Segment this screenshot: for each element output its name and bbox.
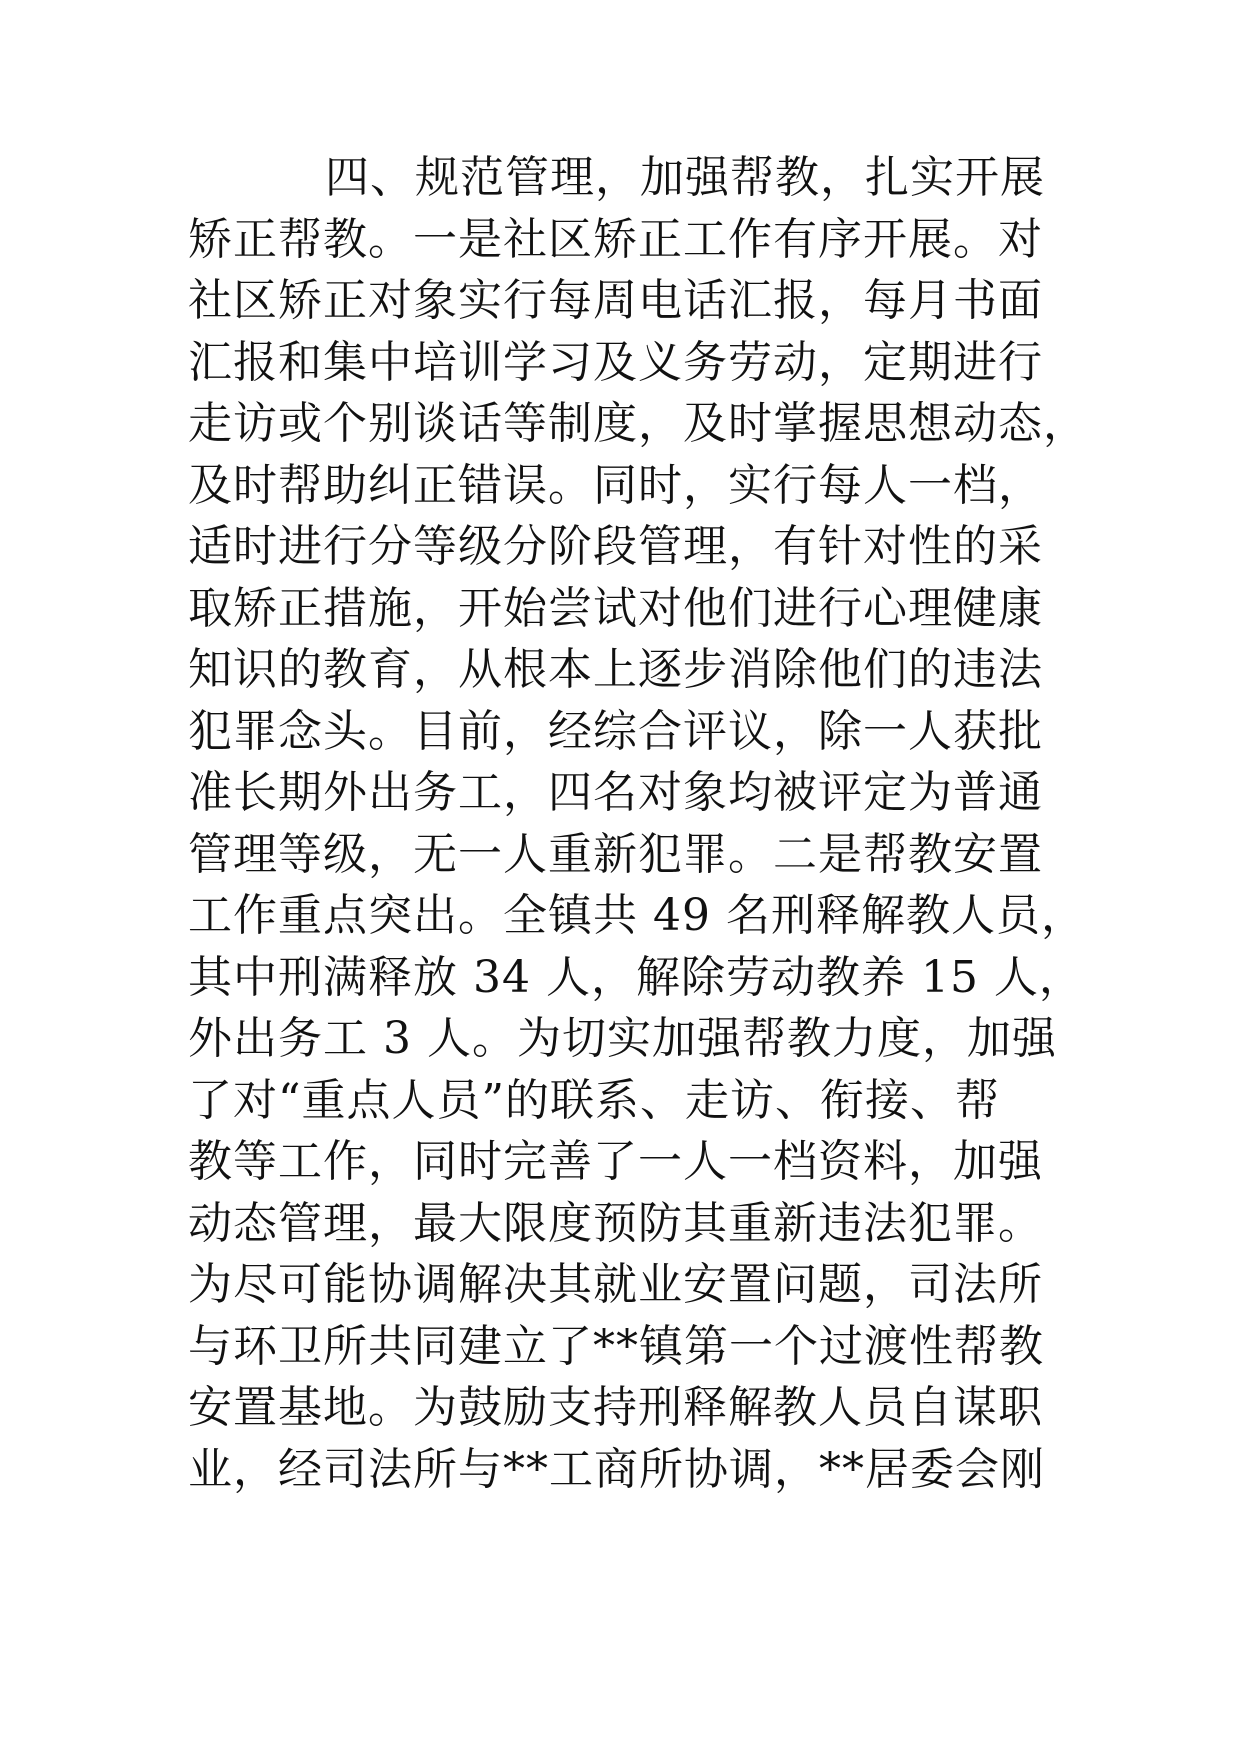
text-line: 汇报和集中培训学习及义务劳动，定期进行	[188, 336, 1043, 388]
text-line: 管理等级，无一人重新犯罪。二是帮教安置	[188, 828, 1043, 880]
text-line: 工作重点突出。全镇共 49 名刑释解教人员，	[188, 890, 1086, 941]
body-paragraph	[188, 147, 1088, 1500]
text-line: 教等工作，同时完善了一人一档资料，加强	[188, 1136, 1043, 1187]
text-line: 及时帮助纠正错误。同时，实行每人一档，	[188, 459, 1043, 511]
text-line: 了对“重点人员”的联系、走访、衔接、帮	[188, 1074, 1000, 1126]
text-line: 知识的教育，从根本上逐步消除他们的违法	[188, 644, 1043, 695]
text-line: 适时进行分等级分阶段管理，有针对性的采	[188, 521, 1043, 572]
text-line: 外出务工 3 人。为切实加强帮教力度，加强	[188, 1013, 1057, 1064]
text-line: 动态管理，最大限度预防其重新违法犯罪。	[188, 1197, 1043, 1249]
text-line: 矫正帮教。一是社区矫正工作有序开展。对	[188, 213, 1043, 265]
text-line: 犯罪念头。目前，经综合评议，除一人获批	[188, 705, 1043, 757]
text-line: 与环卫所共同建立了**镇第一个过渡性帮教	[188, 1320, 1044, 1372]
text-line: 社区矫正对象实行每周电话汇报，每月书面	[188, 275, 1043, 326]
text-line: 四、规范管理，加强帮教，扎实开展	[325, 152, 1045, 203]
text-line: 业，经司法所与**工商所协调，**居委会刚	[188, 1443, 1045, 1495]
text-line: 取矫正措施，开始尝试对他们进行心理健康	[188, 582, 1043, 634]
text-line: 安置基地。为鼓励支持刑释解教人员自谋职	[188, 1382, 1043, 1433]
text-line: 其中刑满释放 34 人，解除劳动教养 15 人，	[188, 951, 1084, 1003]
text-line: 准长期外出务工，四名对象均被评定为普通	[188, 767, 1043, 818]
text-line: 走访或个别谈话等制度，及时掌握思想动态，	[188, 398, 1088, 449]
text-line: 为尽可能协调解决其就业安置问题，司法所	[188, 1259, 1043, 1310]
